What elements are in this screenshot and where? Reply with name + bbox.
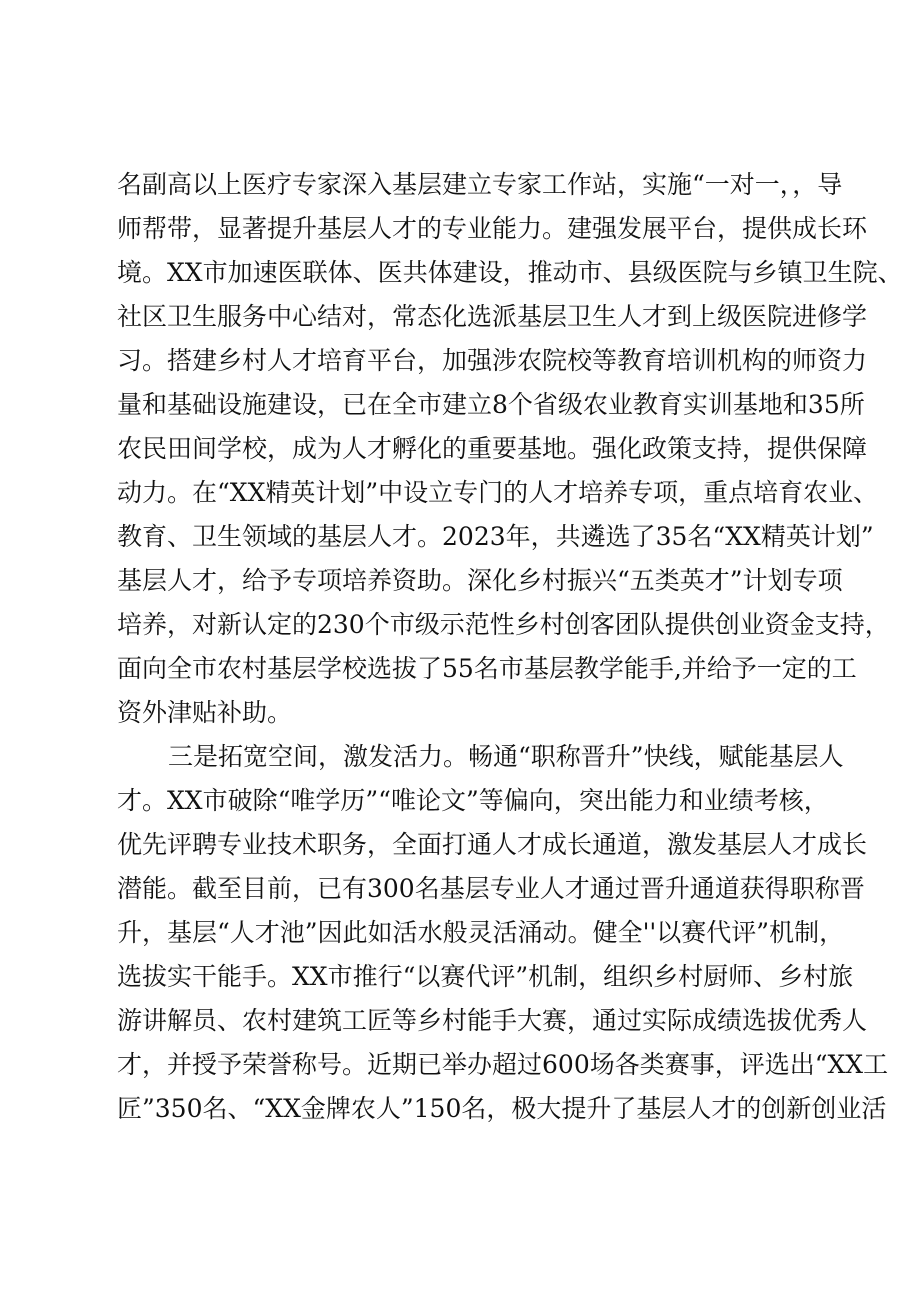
text-line: 三是拓宽空间，激发活力。畅通“职称晋升”快线，赋能基层人 [168, 742, 844, 771]
text-line: 基层人才，给予专项培养资助。深化乡村振兴“五类英才”计划专项 [117, 566, 843, 595]
text-line: 匠”350名、“XX金牌农人”150名，极大提升了基层人才的创新创业活 [117, 1094, 887, 1123]
text-line: 教育、卫生领域的基层人才。2023年，共遴选了35名“XX精英计划” [117, 522, 874, 551]
text-line: 社区卫生服务中心结对，常态化选派基层卫生人才到上级医院进修学 [117, 302, 868, 331]
text-line: 选拔实干能手。XX市推行“以赛代评”机制，组织乡村厨师、乡村旅 [117, 962, 854, 991]
text-line: 优先评聘专业技术职务，全面打通人才成长通道，激发基层人才成长 [117, 830, 868, 859]
text-line: 才，并授予荣誉称号。近期已举办超过600场各类赛事，评选出“XX工 [117, 1050, 889, 1079]
text-line: 面向全市农村基层学校选拔了55名市基层教学能手,并给予一定的工 [117, 654, 857, 683]
text-line: 资外津贴补助。 [117, 698, 293, 727]
text-line: 师帮带，显著提升基层人才的专业能力。建强发展平台，提供成长环 [117, 214, 868, 243]
text-line: 升，基层“人才池”因此如活水般灵活涌动。健全''以赛代评”机制， [117, 918, 845, 947]
text-line: 游讲解员、农村建筑工匠等乡村能手大赛，通过实际成绩选拔优秀人 [117, 1006, 868, 1035]
text-line: 才。XX市破除“唯学历”“唯论文”等偏向，突出能力和业绩考核， [117, 786, 829, 815]
text-line: 习。搭建乡村人才培育平台，加强涉农院校等教育培训机构的师资力 [117, 346, 868, 375]
text-line: 量和基础设施建设，已在全市建立8个省级农业教育实训基地和35所 [117, 390, 865, 419]
text-line: 境。XX市加速医联体、医共体建设，推动市、县级医院与乡镇卫生院、 [117, 258, 903, 287]
text-line: 培养，对新认定的230个市级示范性乡村创客团队提供创业资金支持， [117, 610, 890, 639]
text-line: 动力。在“XX精英计划”中设立专门的人才培养专项，重点培育农业、 [117, 478, 879, 507]
text-line: 潜能。截至目前，已有300名基层专业人才通过晋升通道获得职称晋 [117, 874, 865, 903]
text-line: 农民田间学校，成为人才孵化的重要基地。强化政策支持，提供保障 [117, 434, 868, 463]
text-line: 名副高以上医疗专家深入基层建立专家工作站，实施“一对一，，导 [117, 170, 843, 199]
